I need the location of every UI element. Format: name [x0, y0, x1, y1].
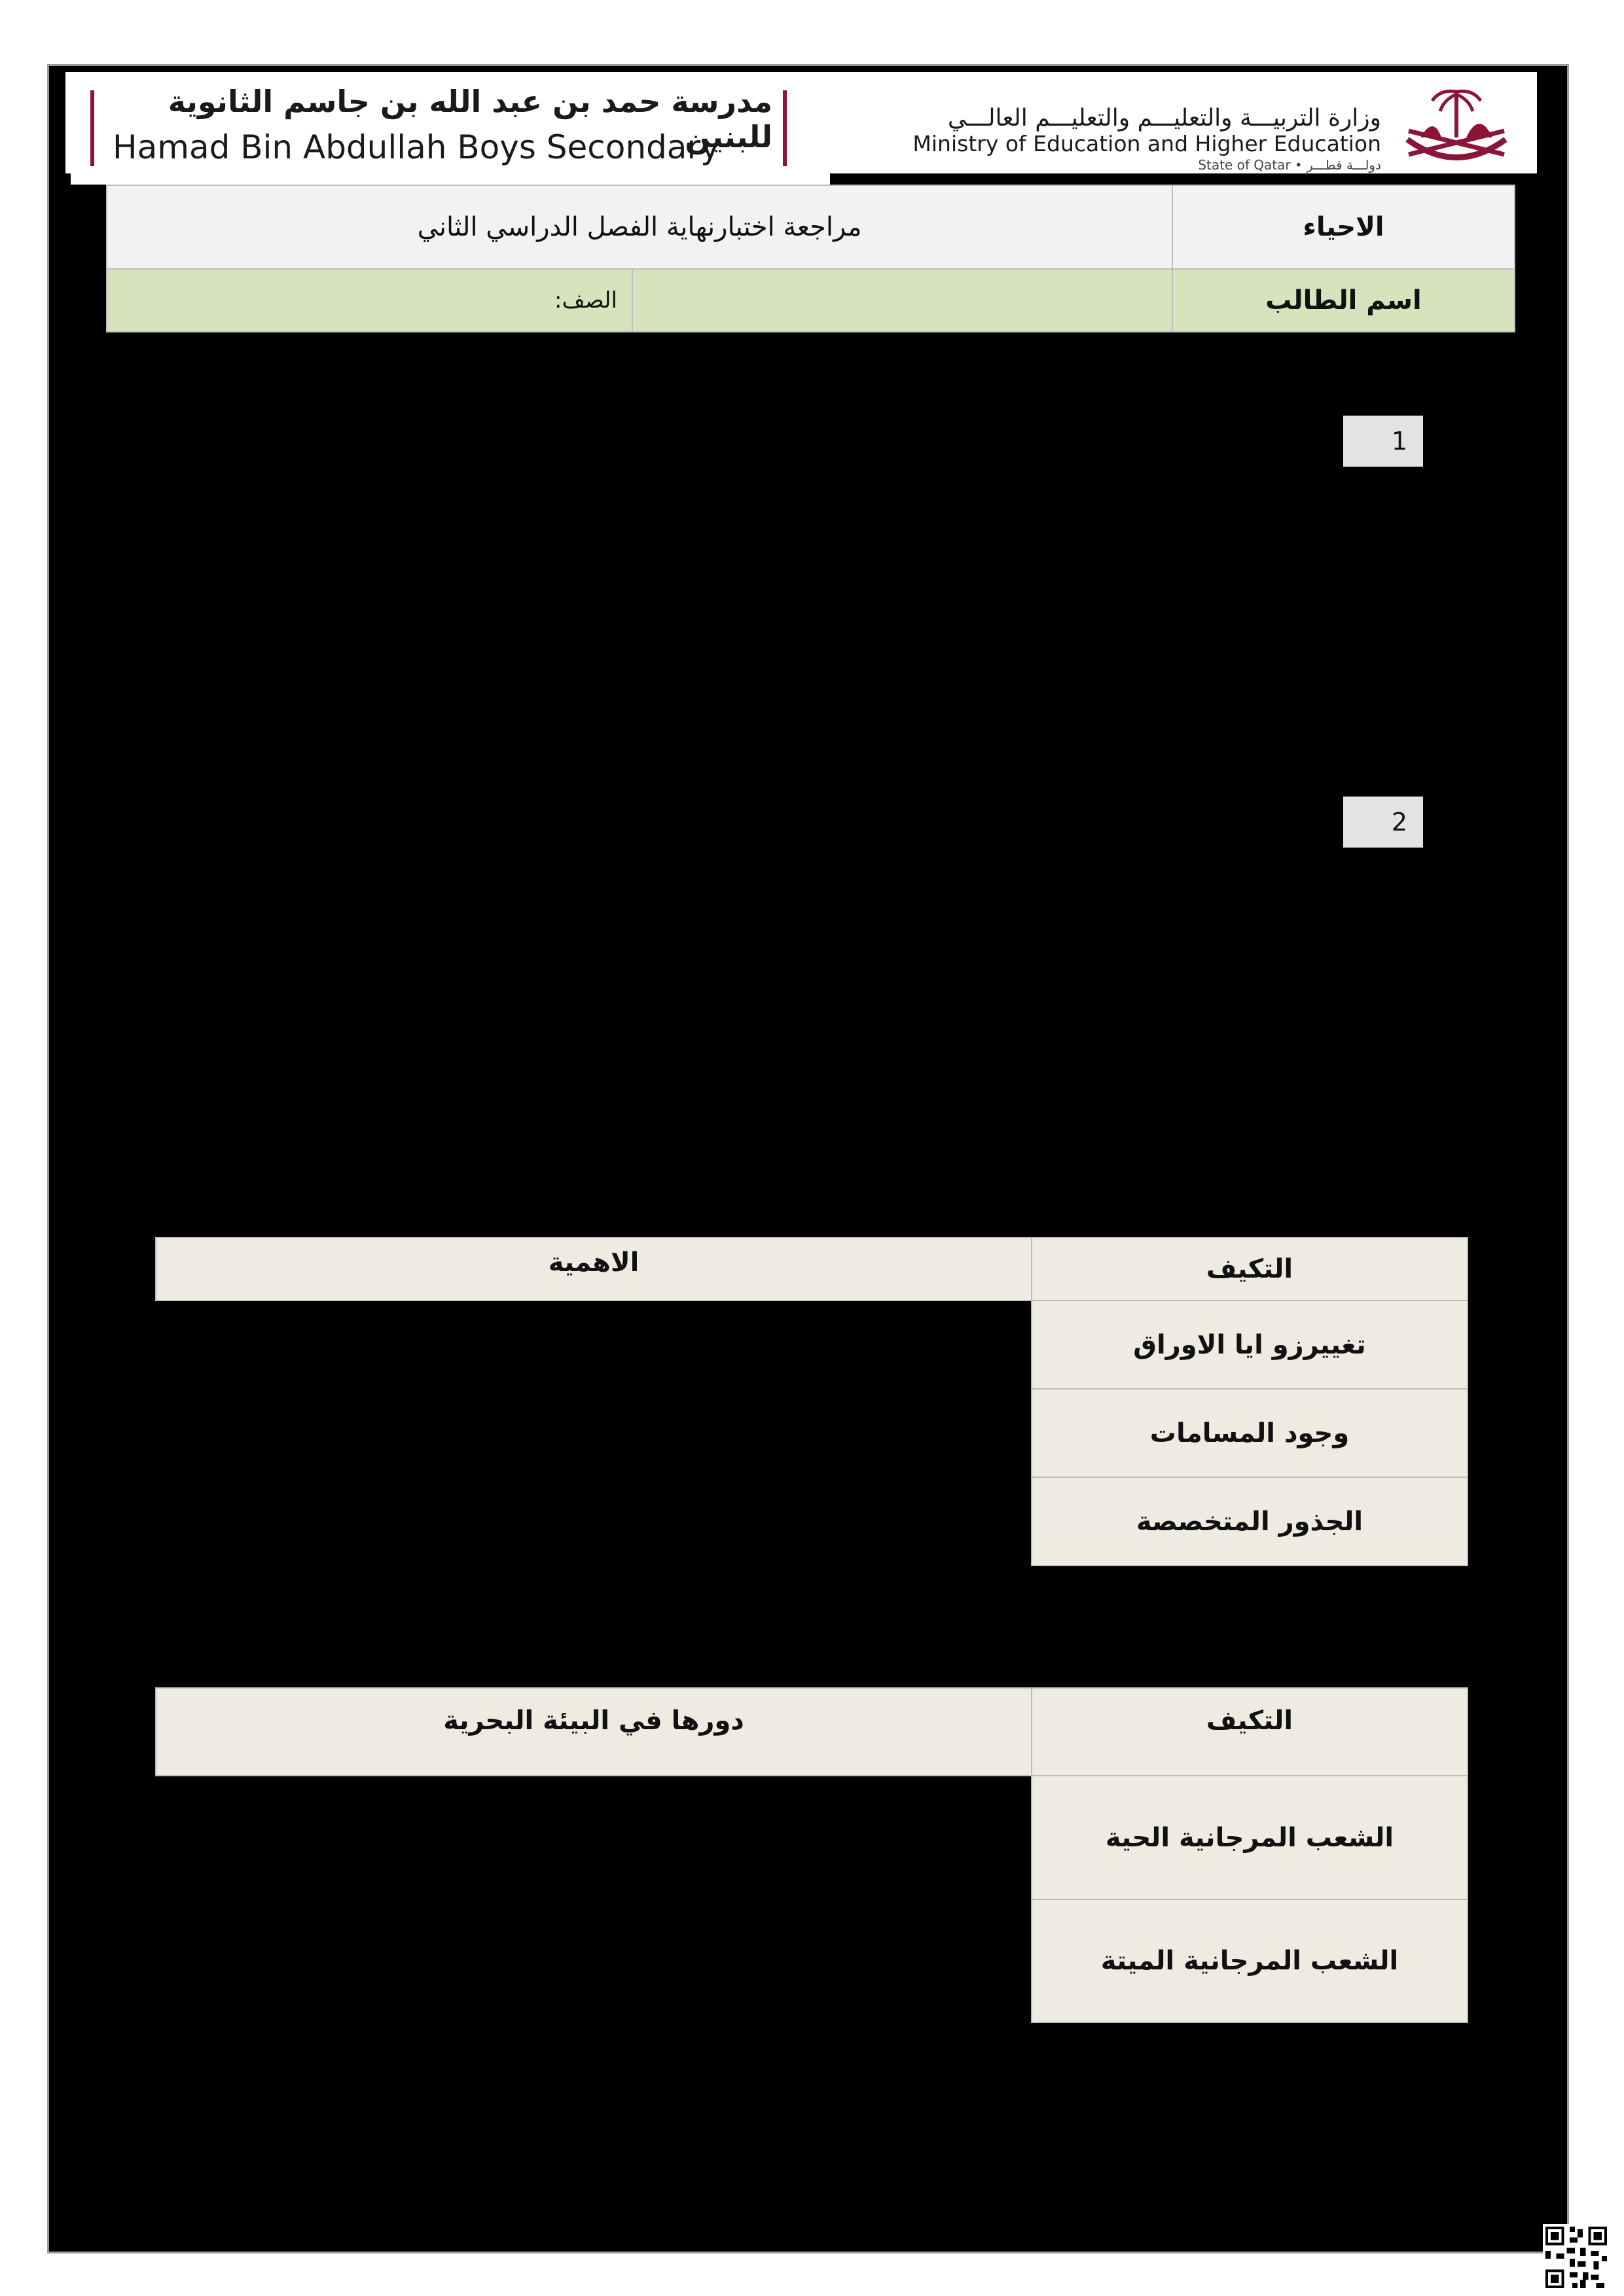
coral-role-header: دورها في البيئة البحرية — [155, 1687, 1032, 1776]
adaptation-row-2: وجود المسامات — [1031, 1388, 1468, 1478]
student-name-field[interactable] — [632, 268, 1173, 332]
importance-header: الاهمية — [155, 1237, 1032, 1301]
subject-cell: الاحياء — [1172, 185, 1515, 270]
school-accent-bar-right — [783, 90, 787, 166]
coral-row-1: الشعب المرجانية الحية — [1031, 1775, 1468, 1900]
adaptation-row-3: الجذور المتخصصة — [1031, 1477, 1468, 1566]
exam-title-cell: مراجعة اختبارنهاية الفصل الدراسي الثاني — [106, 185, 1173, 270]
ministry-name-english: Ministry of Education and Higher Education — [912, 131, 1381, 156]
qatar-emblem-icon — [1394, 77, 1519, 175]
school-name-english: Hamad Bin Abdullah Boys Secondary — [113, 128, 720, 166]
question-number-1: 1 — [1343, 416, 1423, 467]
school-accent-bar-left — [90, 90, 94, 166]
adaptation-header: التكيف — [1031, 1237, 1468, 1301]
ministry-name-arabic: وزارة التربيـــة والتعليـــم والتعليـــم العالـــي — [947, 105, 1381, 132]
school-name-arabic: مدرسة حمد بن عبد الله بن جاسم الثانوية للبنين — [168, 84, 772, 154]
adaptation-row-1: تغييرزو ايا الاوراق — [1031, 1300, 1468, 1390]
qr-code-icon — [1543, 2224, 1610, 2291]
state-label: State of Qatar • دولـــة قطـــر — [1198, 157, 1381, 173]
coral-row-2: الشعب المرجانية الميتة — [1031, 1899, 1468, 2023]
student-name-label: اسم الطالب — [1172, 268, 1515, 332]
class-label: الصف: — [554, 287, 617, 314]
coral-adaptation-header: التكيف — [1031, 1687, 1468, 1776]
question-number-2: 2 — [1343, 797, 1423, 848]
class-field[interactable] — [106, 268, 633, 332]
